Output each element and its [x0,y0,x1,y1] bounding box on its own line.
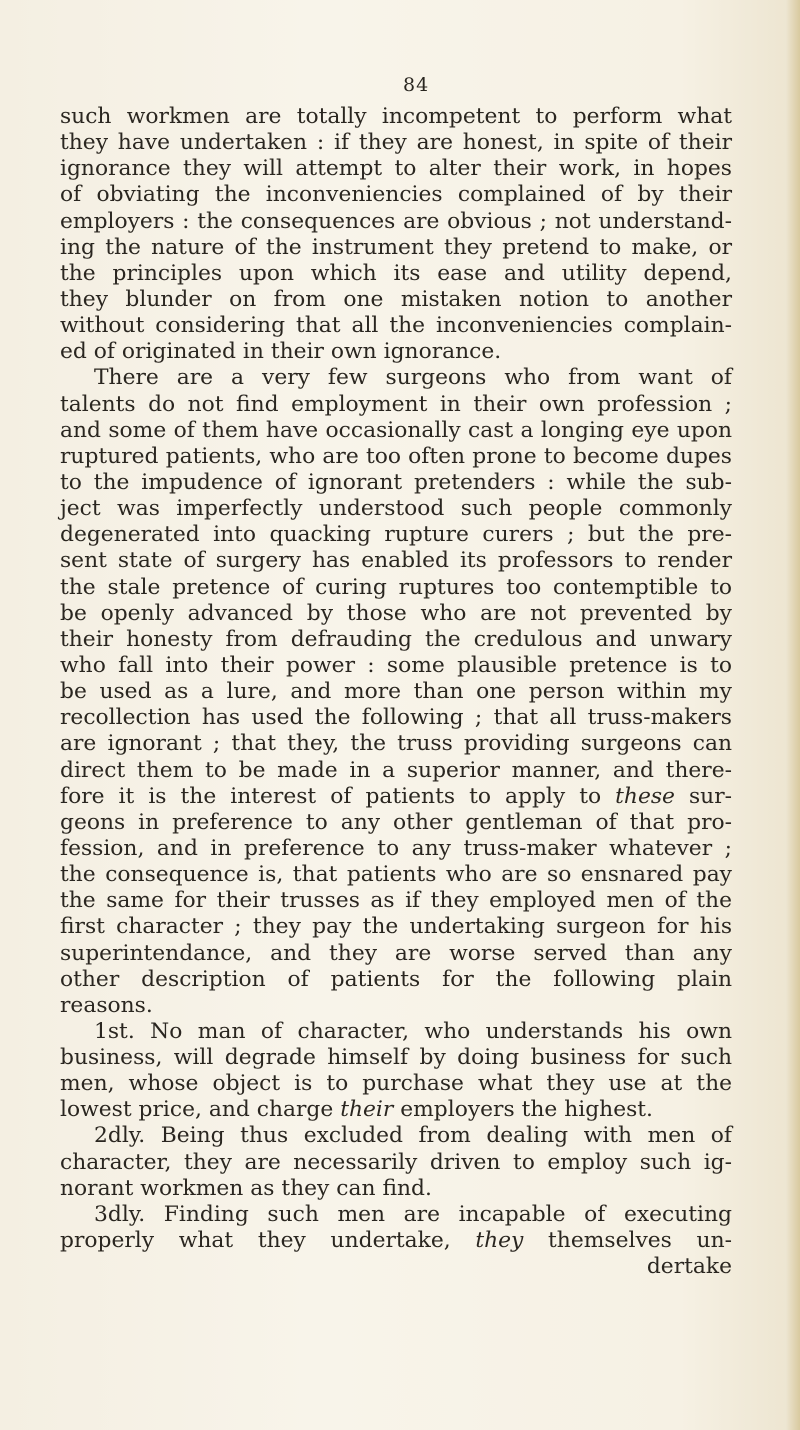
text-line: business, will degrade himself by doing business for such [60,1045,732,1071]
text-line: superintendance, and they are worse served than any [60,940,732,966]
text-line: employers : the consequences are obvious ; not understand- [60,208,732,234]
text-line: without considering that all the inconveniencies complain- [60,313,732,339]
text-line: direct them to be made in a superior manner, and there- [60,757,732,783]
text-line: character, they are necessarily driven to employ such ig- [60,1149,732,1175]
italic-text: these [615,783,675,809]
text-line: who fall into their power : some plausible pretence is to [60,652,732,678]
page-edge-shadow [786,0,800,1430]
text-line: fore it is the interest of patients to apply to these sur- [60,783,733,809]
page-number: 84 [403,74,430,96]
catchword: dertake [646,1254,732,1280]
text-line: 1st. No man of character, who understands his own [94,1018,732,1044]
text-line: 2dly. Being thus excluded from dealing with men of [94,1123,732,1149]
text-line: There are a very few surgeons who from want of [94,365,732,391]
text-line: of obviating the inconveniencies complained of by their [60,182,732,208]
text-line: their honesty from defrauding the credulous and unwary [60,626,732,652]
text-line: first character ; they pay the undertaking surgeon for his [60,914,732,940]
text-line: recollection has used the following ; that all truss-makers [60,705,732,731]
text-line: sent state of surgery has enabled its professors to render [60,548,732,574]
text-line: and some of them have occasionally cast a longing eye upon [60,417,732,443]
text-line: geons in preference to any other gentleman of that pro- [60,809,732,835]
text-line: lowest price, and charge their employers the highest. [60,1097,653,1123]
text-line: ing the nature of the instrument they pretend to make, or [60,234,732,260]
text-line: fession, and in preference to any truss-maker whatever ; [60,835,732,861]
text-line: properly what they undertake, they themselves un- [60,1228,732,1254]
text-line: they have undertaken : if they are honest, in spite of their [60,130,732,156]
text-line: the principles upon which its ease and utility depend, [60,260,732,286]
text-line: be used as a lure, and more than one person within my [60,679,732,705]
text-line: they blunder on from one mistaken notion to another [60,286,732,312]
italic-text: their [340,1097,394,1123]
text-line: the same for their trusses as if they employed men of the [60,888,732,914]
text-line: the stale pretence of curing ruptures too contemptible to [60,574,732,600]
text-line: be openly advanced by those who are not prevented by [60,600,732,626]
italic-text: they [475,1228,524,1254]
text-line: talents do not find employment in their own profession ; [60,391,732,417]
text-line: 3dly. Finding such men are incapable of executing [94,1201,732,1227]
text-line: other description of patients for the following plain [60,966,732,992]
text-line: norant workmen as they can find. [60,1175,432,1201]
body-text [60,104,732,1280]
text-line: ject was imperfectly understood such people commonly [60,496,732,522]
text-line: to the impudence of ignorant pretenders : while the sub- [60,469,732,495]
text-line: the consequence is, that patients who are so ensnared pay [60,862,732,888]
text-line: ruptured patients, who are too often prone to become dupes [60,443,732,469]
text-line: ed of originated in their own ignorance. [60,339,502,365]
text-line: reasons. [60,992,153,1018]
text-line: men, whose object is to purchase what they use at the [60,1071,732,1097]
text-line: ignorance they will attempt to alter their work, in hopes [60,156,732,182]
text-line: are ignorant ; that they, the truss providing surgeons can [60,731,732,757]
text-line: such workmen are totally incompetent to perform what [60,104,732,129]
text-line: degenerated into quacking rupture curers ; but the pre- [60,522,732,548]
